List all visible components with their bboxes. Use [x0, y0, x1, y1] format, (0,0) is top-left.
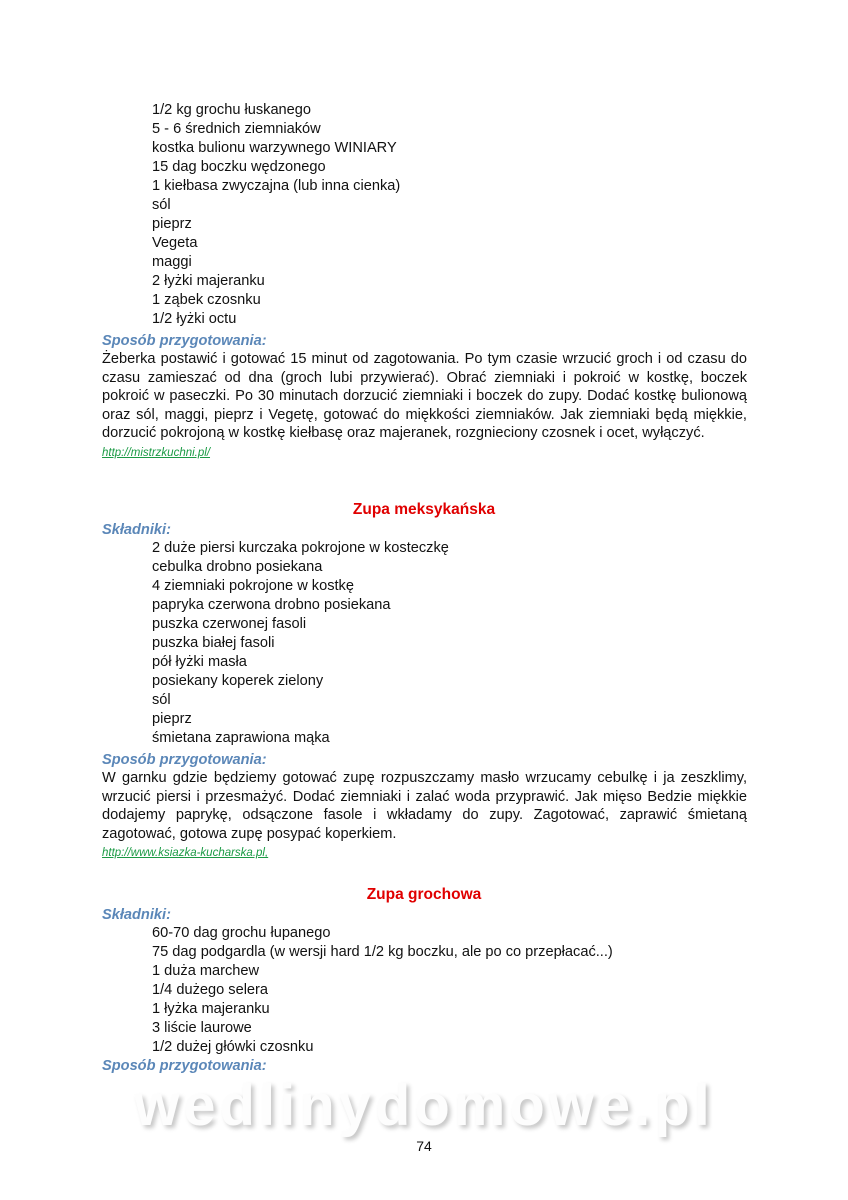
recipe2-title: Zupa meksykańska	[352, 501, 496, 518]
ingredient-item: 3 liście laurowe	[152, 1020, 252, 1036]
source-link[interactable]: http://mistrzkuchni.pl/	[102, 446, 211, 459]
ingredient-item: 1 duża marchew	[152, 963, 260, 979]
ingredient-item: 5 - 6 średnich ziemniaków	[152, 121, 321, 137]
ingredient-item: pieprz	[152, 711, 192, 727]
ingredient-item: cebulka drobno posiekana	[152, 559, 323, 575]
method-heading: Sposób przygotowania:	[102, 333, 267, 349]
ingredient-list	[102, 539, 747, 748]
ingredient-item: maggi	[152, 254, 192, 270]
ingredient-item: puszka czerwonej fasoli	[152, 616, 307, 632]
ingredient-list	[102, 101, 747, 329]
ingredients-heading: Składniki:	[102, 907, 171, 923]
ingredient-item: śmietana zaprawiona mąka	[152, 730, 330, 746]
ingredient-item: sól	[152, 692, 171, 708]
recipe2-method	[102, 751, 747, 861]
ingredient-item: Vegeta	[152, 235, 198, 251]
ingredient-item: papryka czerwona drobno posiekana	[152, 597, 391, 613]
ingredient-item: 1/2 łyżki octu	[152, 311, 237, 327]
ingredient-item: 2 duże piersi kurczaka pokrojone w kosteczkę	[152, 540, 449, 556]
watermark: wedlinydomowe.pl	[134, 1073, 714, 1138]
method-heading: Sposób przygotowania:	[102, 752, 267, 768]
ingredient-item: 1 łyżka majeranku	[152, 1001, 270, 1017]
source-link[interactable]: http://www.ksiazka-kucharska.pl,	[102, 847, 269, 860]
recipe2-ingredients	[102, 521, 747, 748]
page-number: 74	[416, 1138, 432, 1154]
ingredients-heading: Składniki:	[102, 522, 171, 538]
ingredient-item: 1/2 dużej główki czosnku	[152, 1039, 314, 1055]
ingredient-item: 1/2 kg grochu łuskanego	[152, 102, 312, 118]
recipe1-ingredients	[102, 101, 747, 329]
method-heading: Sposób przygotowania:	[102, 1058, 267, 1074]
ingredient-item: pół łyżki masła	[152, 654, 247, 670]
ingredient-item: sól	[152, 197, 171, 213]
recipe3-title: Zupa grochowa	[366, 886, 482, 903]
ingredient-item: 2 łyżki majeranku	[152, 273, 265, 289]
ingredient-list	[102, 924, 747, 1057]
ingredient-item: 1 ząbek czosnku	[152, 292, 261, 308]
ingredient-item: 1/4 dużego selera	[152, 982, 269, 998]
recipe1-method	[102, 332, 747, 461]
method-text: Żeberka postawić i gotować 15 minut od zagotowania. Po tym czasie wrzucić groch i od czasu do czasu zamieszać od dna (groch lubi przywierać). Obrać ziemniaki i pokroić w kostkę, boczek pokroić w paseczki. Po 30 minutach dorzucić ziemniaki i boczek do zupy. Dodać kostkę bulionową oraz sól, maggi, pieprz i Vegetę, gotować do miękkości ziemniaków. Jak ziemniaki będą miękkie, dorzucić pokrojoną w kostkę kiełbasę oraz majeranek, rozgnieciony czosnek i ocet, wyłączyć.	[102, 351, 747, 442]
ingredient-item: kostka bulionu warzywnego WINIARY	[152, 140, 397, 156]
ingredient-item: 60-70 dag grochu łupanego	[152, 925, 331, 941]
ingredient-item: puszka białej fasoli	[152, 635, 275, 651]
ingredient-item: 75 dag podgardla (w wersji hard 1/2 kg boczku, ale po co przepłacać...)	[152, 944, 613, 960]
ingredient-item: 4 ziemniaki pokrojone w kostkę	[152, 578, 354, 594]
ingredient-item: 15 dag boczku wędzonego	[152, 159, 326, 175]
recipe3-ingredients	[102, 906, 747, 1075]
ingredient-item: 1 kiełbasa zwyczajna (lub inna cienka)	[152, 178, 401, 194]
method-text: W garnku gdzie będziemy gotować zupę rozpuszczamy masło wrzucamy cebulkę i ja zeszklimy, wrzucić piersi i przesmażyć. Dodać ziemniaki i zalać woda przyprawić. Jak mięso Bedzie miękkie dodajemy paprykę, odsączone fasole i wkładamy do zupy. Zagotować, zaprawić śmietaną zagotować, gotowa zupę posypać koperkiem.	[102, 770, 747, 842]
ingredient-item: posiekany koperek zielony	[152, 673, 324, 689]
ingredient-item: pieprz	[152, 216, 192, 232]
